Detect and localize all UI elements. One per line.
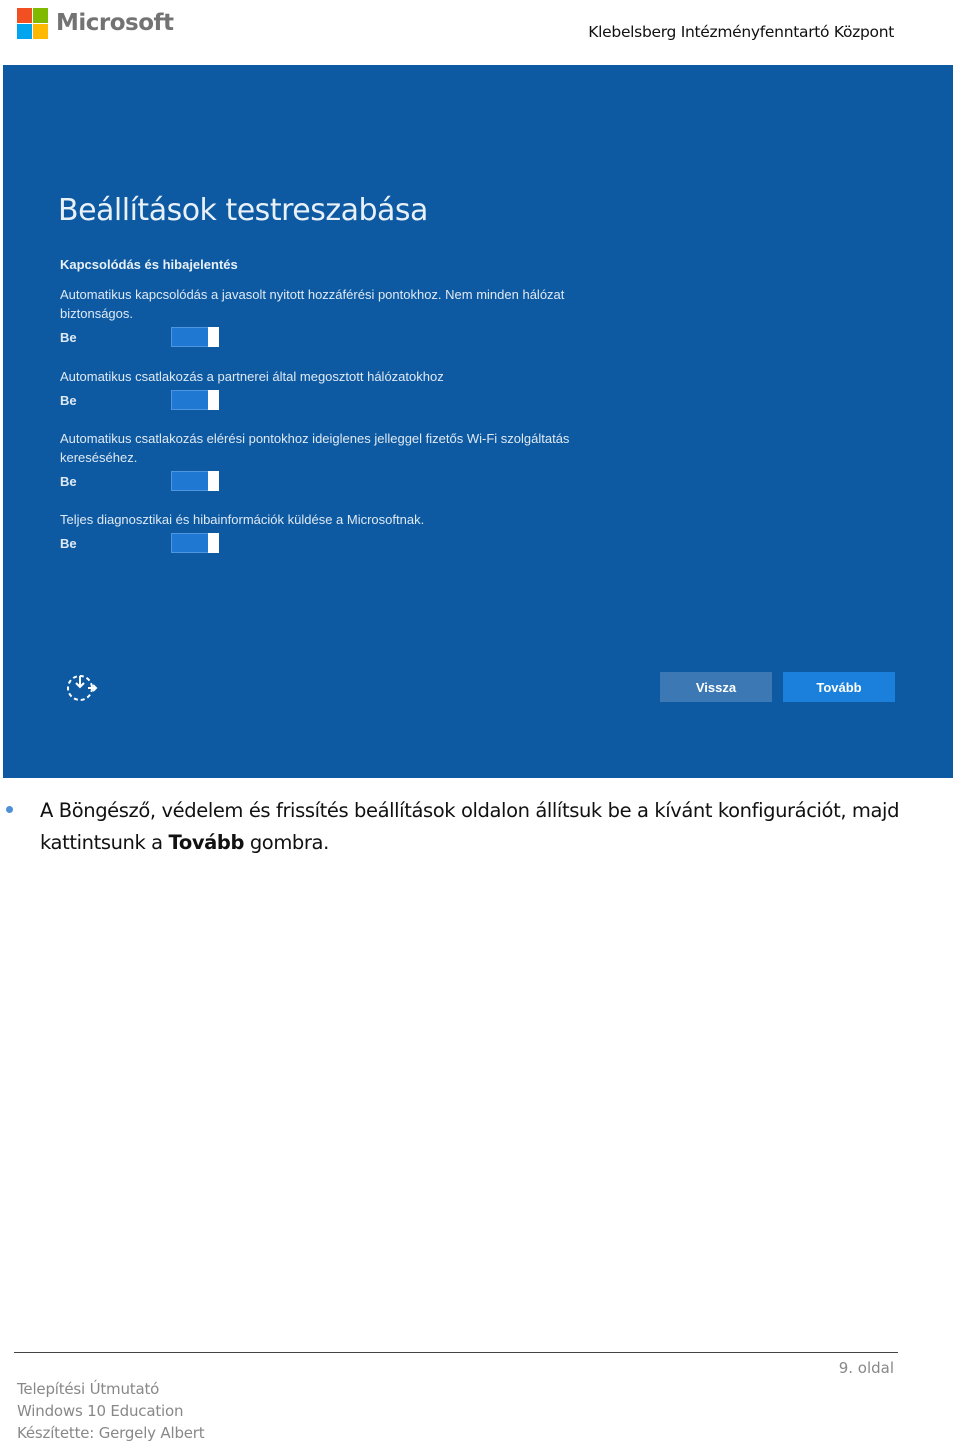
bullet-icon	[6, 806, 13, 813]
page-number: 9. oldal	[838, 1359, 894, 1377]
instruction-bold: Tovább	[168, 831, 245, 854]
footer-divider	[14, 1352, 898, 1353]
option-description: Teljes diagnosztikai és hibainformációk küldése a Microsoftnak.	[60, 512, 425, 527]
option-state: Be	[60, 536, 77, 551]
footer-info	[17, 1378, 204, 1444]
organization-name: Klebelsberg Intézményfenntartó Központ	[588, 23, 894, 41]
option-state: Be	[60, 474, 77, 489]
footer-line: Windows 10 Education	[17, 1402, 184, 1420]
footer-line: Készítette: Gergely Albert	[17, 1424, 205, 1442]
section-heading: Kapcsolódás és hibajelentés	[60, 257, 238, 272]
microsoft-logo-icon	[17, 8, 48, 39]
option-state: Be	[60, 393, 77, 408]
setup-screenshot	[3, 65, 953, 778]
option-description: Automatikus kapcsolódás a javasolt nyitott hozzáférési pontokhoz. Nem minden hálózat biztonságos.	[60, 287, 565, 321]
logo-text: Microsoft	[56, 10, 174, 36]
ease-of-access-icon[interactable]	[64, 670, 98, 704]
back-button[interactable]: Vissza	[660, 672, 772, 702]
option-description: Automatikus csatlakozás a partnerei által megosztott hálózatokhoz	[60, 369, 444, 384]
toggle-switch[interactable]	[171, 471, 219, 491]
microsoft-logo	[17, 7, 174, 39]
settings-title: Beállítások testreszabása	[58, 193, 428, 228]
option-description: Automatikus csatlakozás elérési pontokhoz ideiglenes jelleggel fizetős Wi-Fi szolgáltatás kereséséhez.	[60, 431, 570, 465]
instruction-text	[40, 795, 930, 859]
instruction-part: A Böngésző, védelem és frissítés beállítások oldalon állítsuk be a kívánt konfigurációt, majd kattintsunk a	[40, 799, 900, 854]
option-state: Be	[60, 330, 77, 345]
toggle-switch[interactable]	[171, 327, 219, 347]
toggle-switch[interactable]	[171, 533, 219, 553]
instruction-part: gombra.	[244, 831, 329, 854]
footer-line: Telepítési Útmutató	[17, 1380, 160, 1398]
toggle-switch[interactable]	[171, 390, 219, 410]
next-button[interactable]: Tovább	[783, 672, 895, 702]
